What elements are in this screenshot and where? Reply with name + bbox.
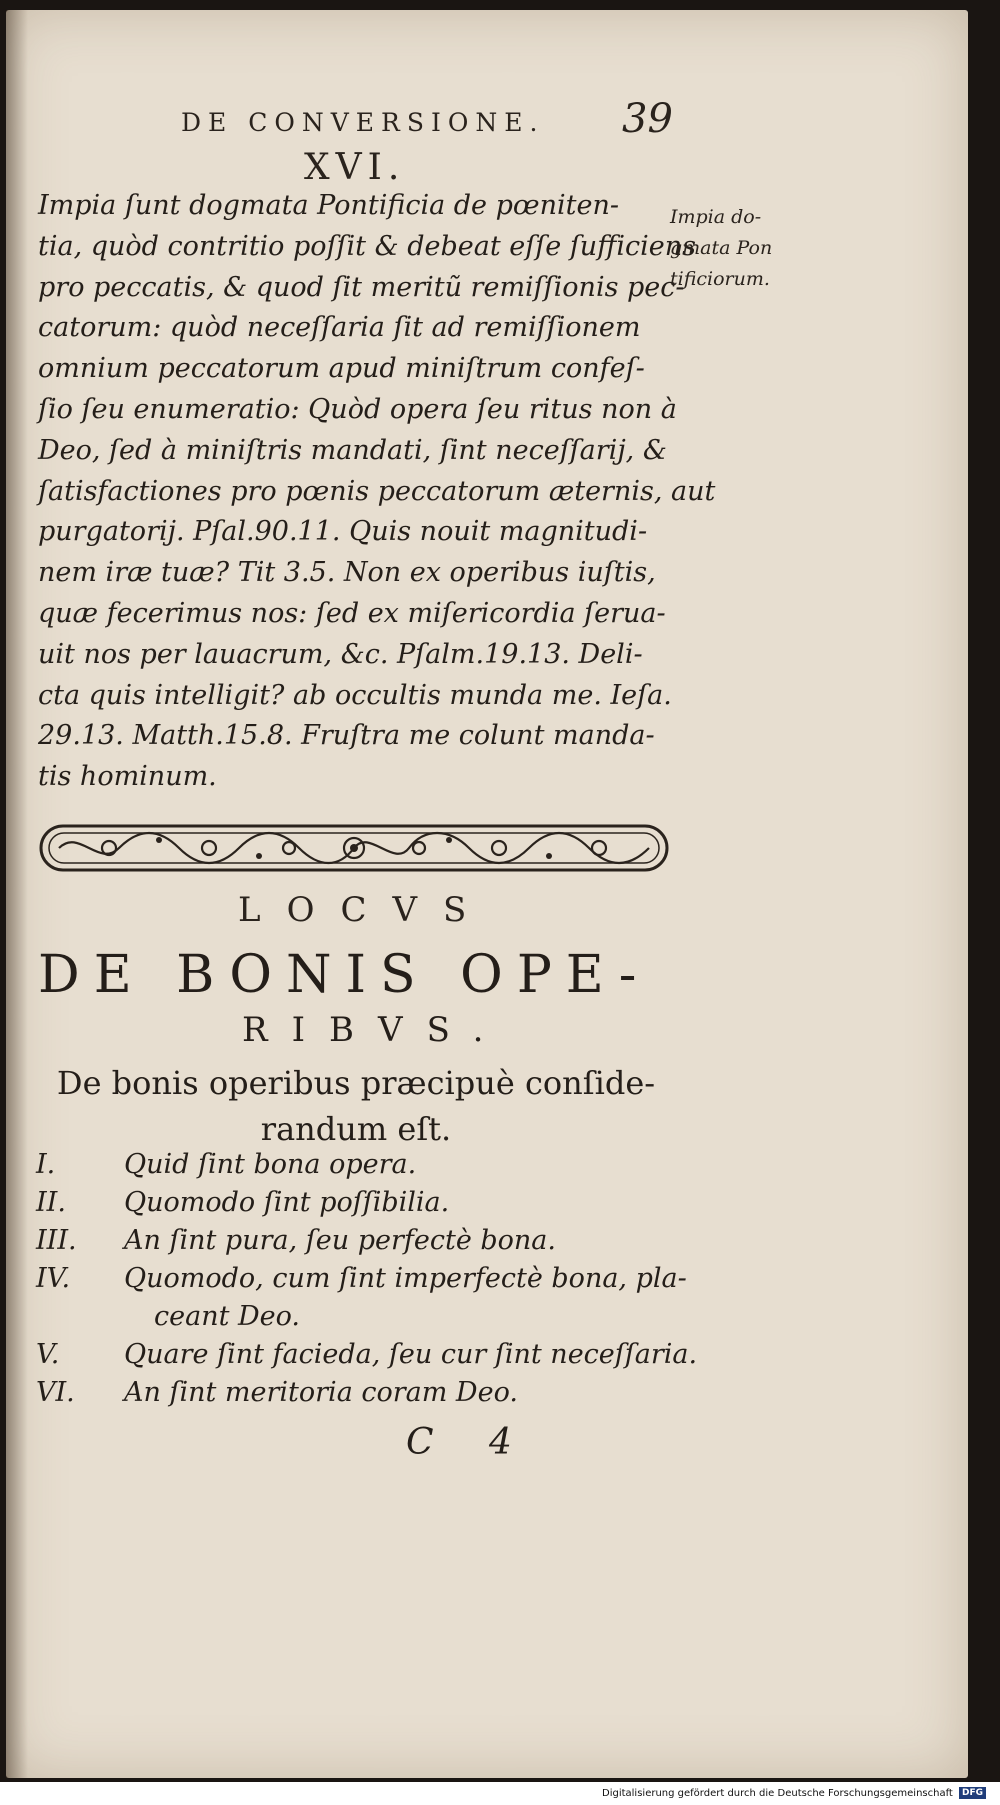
text-line: ſatisfactiones pro pœnis peccatorum æternis, aut — [38, 475, 716, 507]
digitization-credit — [602, 1787, 986, 1799]
topic-text: Quare ſint facieda, ſeu cur ſint neceſſaria. — [124, 1339, 698, 1370]
topic-text: An ſint meritoria coram Deo. — [124, 1377, 518, 1408]
marginal-note — [670, 202, 810, 295]
text-line: quæ fecerimus nos: ſed ex miſericordia ſerua- — [38, 597, 666, 629]
text-line: ſio ſeu enumeratio: Quòd opera ſeu ritus non à — [38, 393, 677, 425]
topic-number: IV. — [36, 1263, 71, 1294]
footer-credit-text: Digitalisierung gefördert durch die Deutsche Forschungsgemeinschaft — [602, 1788, 953, 1799]
topic-text: Quomodo, cum ſint imperfectè bona, pla- — [124, 1263, 687, 1294]
intro-line: randum eſt. — [260, 1110, 452, 1148]
topic-item — [36, 1146, 676, 1184]
decorative-headpiece-ornament — [39, 818, 669, 878]
text-line: omnium peccatorum apud miniſtrum confeſ- — [38, 353, 645, 385]
topic-number: I. — [36, 1149, 56, 1180]
topic-item — [36, 1184, 676, 1222]
topic-text: An ſint pura, ſeu perfectè bona. — [124, 1225, 556, 1256]
section-title-line-1: DE BONIS OPE- — [38, 945, 651, 1005]
text-line: nem iræ tuæ? Tit 3.5. Non ex operibus iuſtis, — [38, 557, 656, 589]
text-line: 29.13. Matth.15.8. Fruſtra me colunt manda- — [38, 720, 655, 752]
section-number: XVI. — [304, 147, 406, 188]
topic-number: III. — [36, 1225, 77, 1256]
topic-list — [36, 1146, 698, 1412]
text-line: Deo, ſed à miniſtris mandati, ſint neceſſarij, & — [38, 434, 667, 466]
topic-number: II. — [36, 1187, 66, 1218]
topic-item — [36, 1260, 687, 1336]
locus-label: LOCVS — [238, 890, 493, 930]
page-gutter-shadow — [6, 10, 28, 1778]
marginal-note-line: tificiorum. — [670, 268, 770, 290]
marginal-note-line: gmata Pon — [670, 237, 773, 259]
text-line: catorum: quòd neceſſaria ſit ad remiſſionem — [38, 312, 641, 344]
topic-item — [36, 1374, 676, 1412]
text-line: uit nos per lauacrum, &c. Pſalm.19.13. Deli- — [38, 638, 643, 670]
text-line: cta quis intelligit? ab occultis munda me. Ieſa. — [38, 679, 672, 711]
intro-line: De bonis operibus præcipuè conſide- — [56, 1064, 656, 1102]
signature-mark: C 4 — [406, 1422, 534, 1463]
text-line: tia, quòd contritio poſſit & debeat eſſe ſufficiens — [38, 230, 696, 262]
dfg-logo: DFG — [959, 1787, 986, 1799]
text-line: purgatorij. Pſal.90.11. Quis nouit magnitudi- — [38, 516, 648, 548]
running-head: DE CONVERSIONE. — [181, 108, 545, 137]
intro-text — [46, 1060, 666, 1152]
marginal-note-line: Impia do- — [670, 206, 762, 228]
topic-text: Quid ſint bona opera. — [124, 1149, 417, 1180]
section-title-line-2: RIBVS. — [242, 1010, 508, 1050]
book-page — [6, 10, 968, 1778]
text-line: pro peccatis, & quod ſit meritũ remiſſionis pec- — [38, 271, 685, 303]
topic-item — [36, 1336, 698, 1374]
topic-text: Quomodo ſint poſſibilia. — [124, 1187, 450, 1218]
topic-number: VI. — [36, 1377, 75, 1408]
page-number: 39 — [622, 96, 673, 142]
text-line: Impia ſunt dogmata Pontificia de pœniten- — [38, 190, 619, 221]
topic-item — [36, 1222, 676, 1260]
text-line: tis hominum. — [38, 761, 217, 793]
topic-text-continuation: ceant Deo. — [154, 1301, 301, 1332]
topic-number: V. — [36, 1339, 60, 1370]
